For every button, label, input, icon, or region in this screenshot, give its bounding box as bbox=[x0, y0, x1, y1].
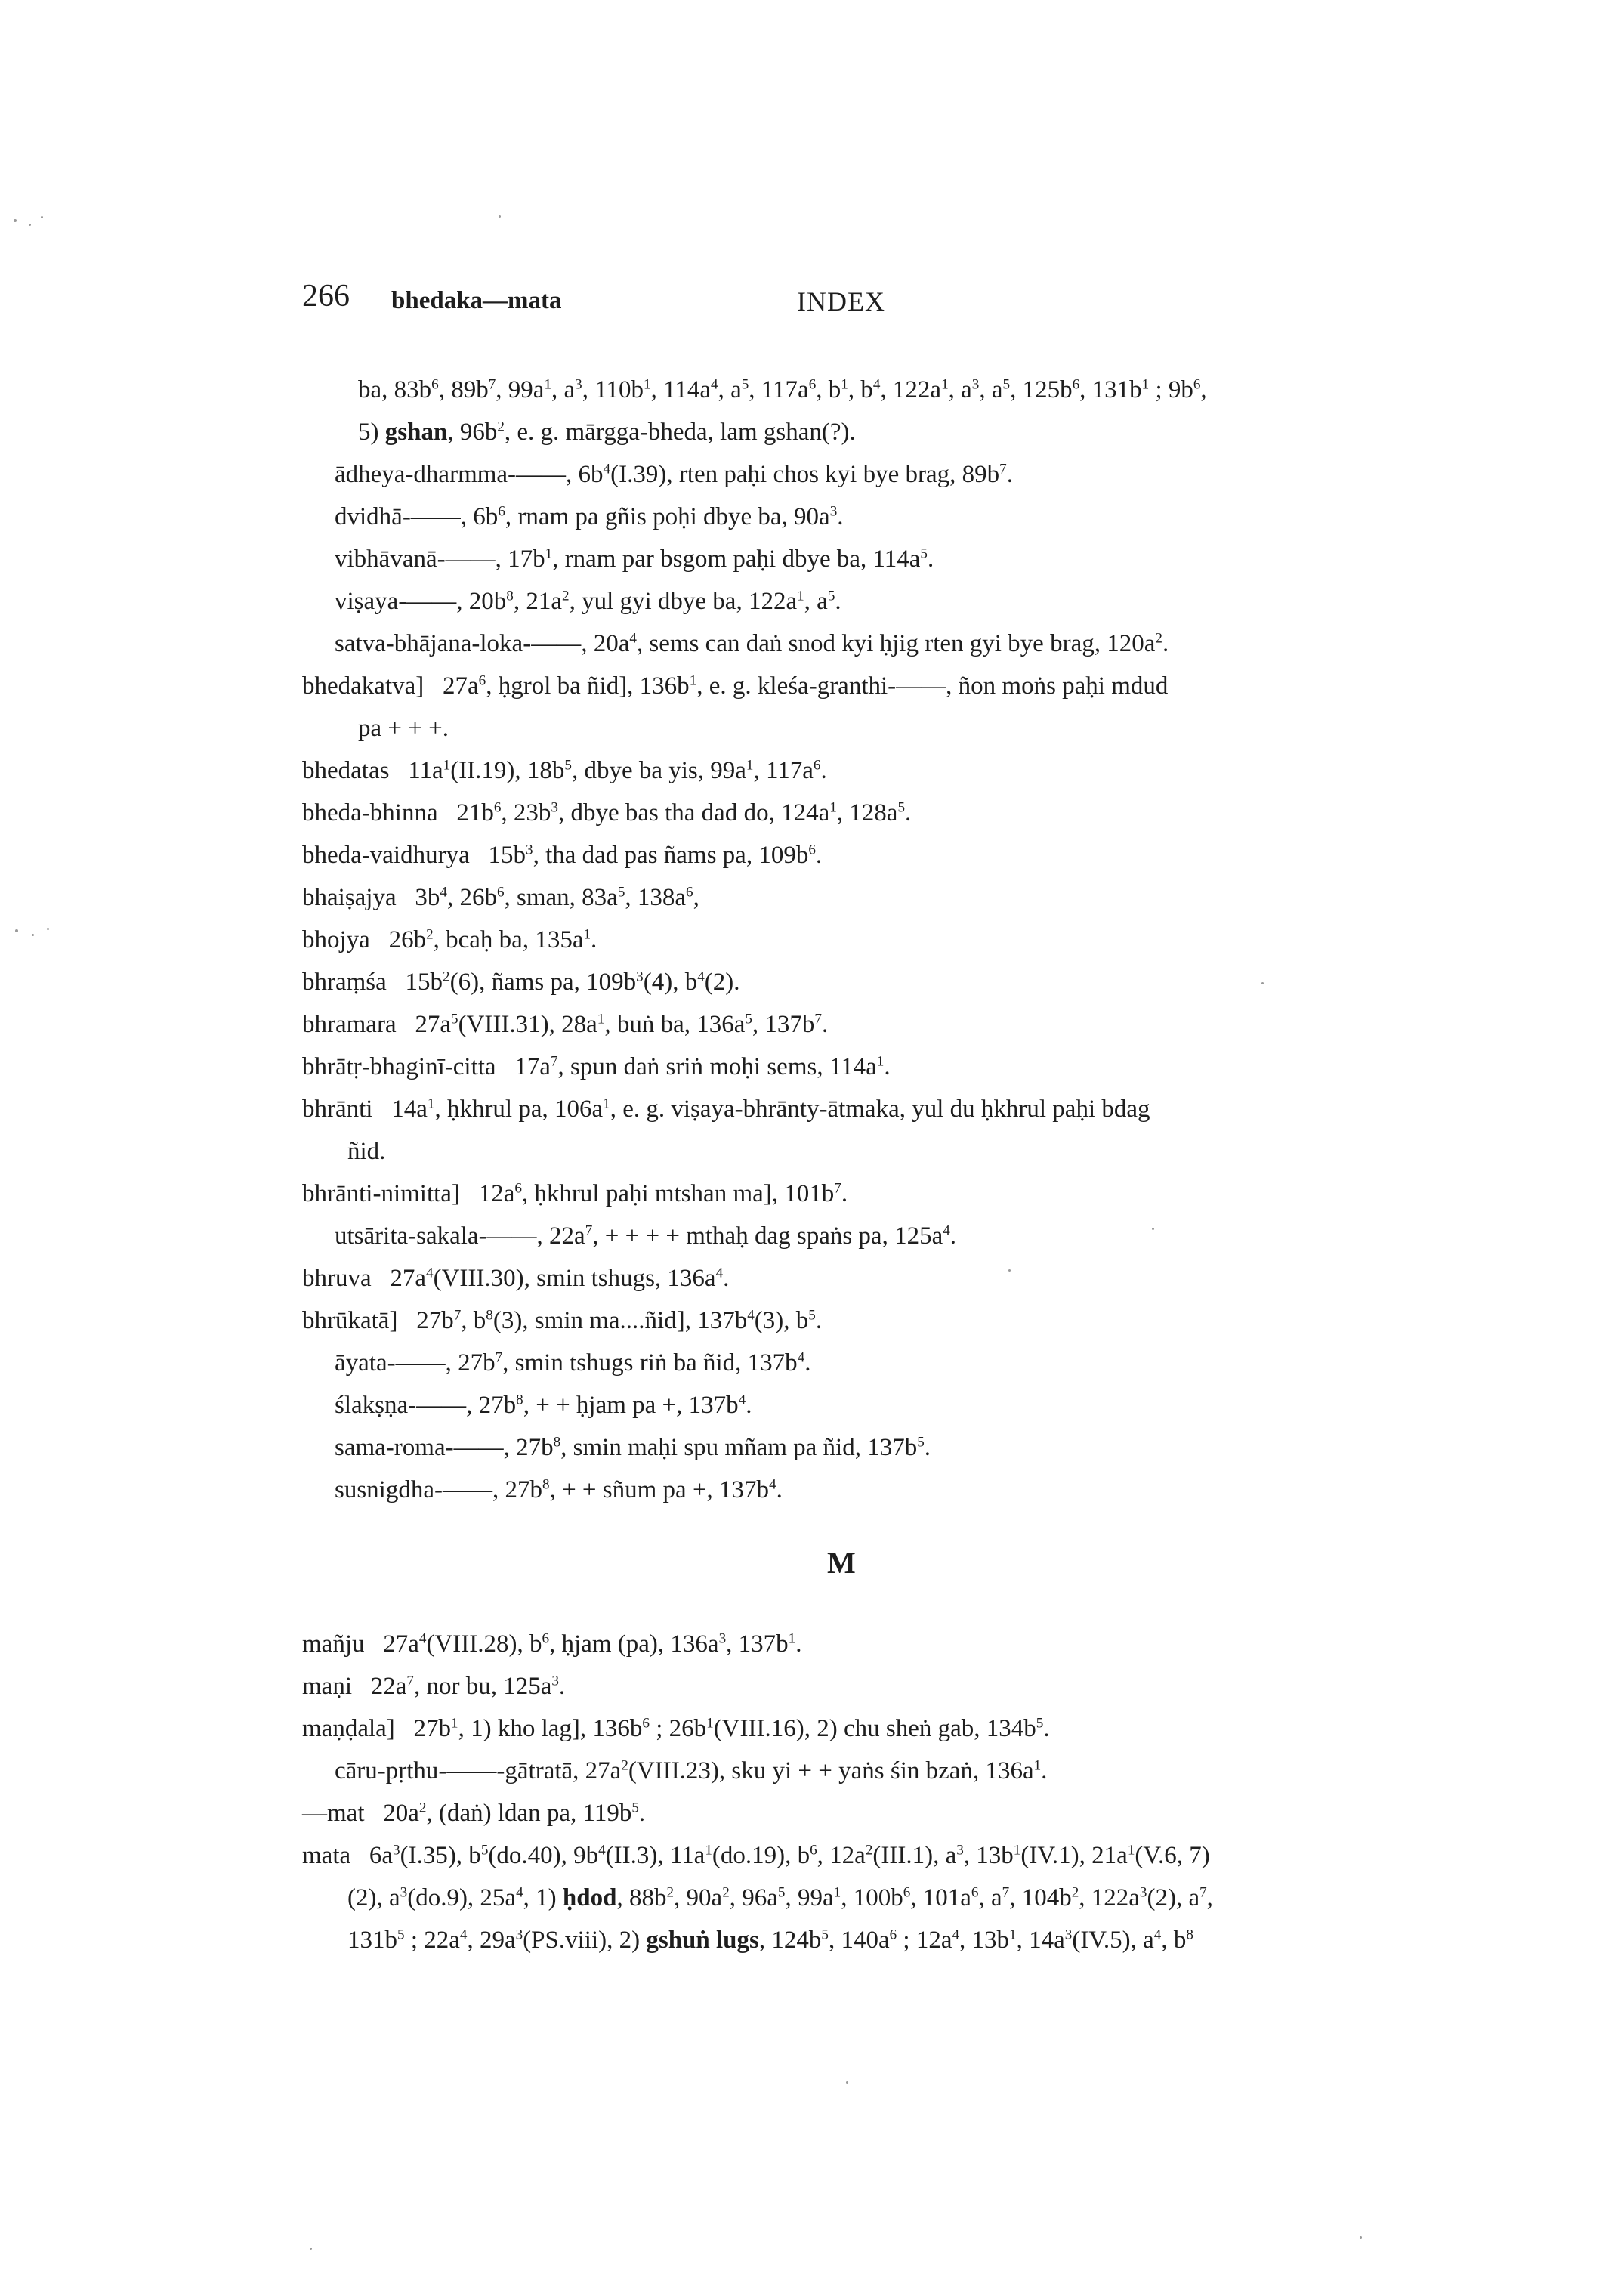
scan-speck bbox=[47, 928, 49, 930]
scan-speck bbox=[14, 219, 17, 222]
scan-speck bbox=[1360, 2236, 1362, 2239]
entry-line: utsārita-sakala-——, $22a^7$, + + + + mthaḥ dag spaṅs pa, $125a^4$. bbox=[335, 1222, 957, 1250]
page-number: 266 bbox=[302, 279, 350, 314]
entry-line: bhrānti-nimitta] $12a^6$, ḥkhrul paḥi mtshan ma], $101b^7$. bbox=[302, 1180, 848, 1207]
entry-line: bheda-vaidhurya $15b^3$, tha dad pas ñams pa, $109b^6$. bbox=[302, 842, 823, 869]
entry-line: mañju $27a^4(VIII.28)$, $b^6$, ḥjam (pa), $136a^3$, $137b^1$. bbox=[302, 1630, 802, 1658]
entry-line: susnigdha-——, $27b^8$, + + sñum pa +, $137b^4$. bbox=[335, 1476, 783, 1503]
entry-line: ślakṣṇa-——, $27b^8$, + + ḥjam pa +, $137b^4$. bbox=[335, 1392, 752, 1419]
running-head: bhedaka—mata bbox=[391, 287, 562, 314]
entry-line: bhaiṣajya $3b^4$, $26b^6$, sman, $83a^5$, $138a^6$, bbox=[302, 884, 699, 911]
entry-line: ba, $83b^6$, $89b^7$, $99a^1$, $a^3$, $110b^1$, $114a^4$, $a^5$, $117a^6$, $b^1$, $b^4$, $122a^1$, $a^3$, $a^5$, $125b^6$, $131b^1$ ; $9b^6$, bbox=[358, 376, 1207, 403]
entry-line: bhruva $27a^4(VIII.30)$, smin tshugs, $136a^4$. bbox=[302, 1265, 730, 1292]
entry-line: bhrātṛ-bhaginī-citta $17a^7$, spun daṅ sriṅ moḥi sems, $114a^1$. bbox=[302, 1053, 891, 1080]
entry-line: ādheya-dharmma-——, $6b^4(I.39)$, rten paḥi chos kyi bye brag, $89b^7$. bbox=[335, 461, 1013, 488]
entry-line: vibhāvanā-——, $17b^1$, rnam par bsgom paḥi dbye ba, $114a^5$. bbox=[335, 545, 934, 573]
entry-line: bhrānti $14a^1$, ḥkhrul pa, $106a^1$, e. g. viṣaya-bhrānty-ātmaka, yul du ḥkhrul paḥi bdag bbox=[302, 1095, 1150, 1123]
scan-speck bbox=[1261, 982, 1264, 984]
scan-speck bbox=[1152, 1228, 1154, 1230]
scan-speck bbox=[499, 215, 501, 218]
entry-line: dvidhā-——, $6b^6$, rnam pa gñis poḥi dbye ba, $90a^3$. bbox=[335, 503, 844, 530]
scan-speck bbox=[32, 934, 34, 936]
scan-speck bbox=[15, 929, 18, 932]
section-heading: M bbox=[827, 1546, 856, 1580]
entry-line: cāru-pṛthu-——-gātratā, $27a^2(VIII.23)$, sku yi + + yaṅs śin bzaṅ, $136a^1$. bbox=[335, 1757, 1048, 1785]
scan-speck bbox=[846, 2081, 848, 2084]
entry-line: satva-bhājana-loka-——, $20a^4$, sems can daṅ snod kyi ḥjig rten gyi bye brag, $120a^2$. bbox=[335, 630, 1169, 657]
entry-line: sama-roma-——, $27b^8$, smin maḥi spu mñam pa ñid, $137b^5$. bbox=[335, 1434, 931, 1461]
scan-speck bbox=[310, 2248, 312, 2250]
entry-line: āyata-——, $27b^7$, smin tshugs riṅ ba ñid, $137b^4$. bbox=[335, 1349, 811, 1377]
entry-line: bhraṃśa $15b^2(6)$, ñams pa, $109b^3(4)$, $b^4(2)$. bbox=[302, 969, 740, 996]
scan-speck bbox=[41, 216, 43, 218]
entry-line: bhrūkatā] $27b^7$, $b^8(3)$, smin ma....ñid], $137b^4(3)$, $b^5$. bbox=[302, 1307, 823, 1334]
entry-line: 5) gshan, $96b^2$, e. g. mārgga-bheda, lam gshan(?). bbox=[358, 419, 856, 446]
entry-line: maṇi $22a^7$, nor bu, $125a^3$. bbox=[302, 1673, 566, 1700]
entry-line: (2), $a^3(do.9)$, $25a^4$, 1) ḥdod, $88b^2$, $90a^2$, $96a^5$, $99a^1$, $100b^6$, $101a^6$, $a^7$, $104b^2$, $122a^3(2)$, $a^7$, bbox=[347, 1884, 1213, 1911]
entry-line: viṣaya-——, $20b^8$, $21a^2$, yul gyi dbye ba, $122a^1$, $a^5$. bbox=[335, 588, 841, 615]
entry-line: mata $6a^3(I.35)$, $b^5(do.40)$, $9b^4(II.3)$, $11a^1(do.19)$, $b^6$, $12a^2(III.1)$, $a^3$, $13b^1(IV.1)$, $21a^1(V.6$, 7) bbox=[302, 1842, 1210, 1869]
entry-line: bhramara $27a^5(VIII.31)$, $28a^1$, buṅ ba, $136a^5$, $137b^7$. bbox=[302, 1011, 829, 1038]
scan-speck bbox=[29, 224, 31, 226]
entry-line: $131b^5$ ; $22a^4$, $29a^3(PS.viii)$, 2) gshuṅ lugs, $124b^5$, $140a^6$ ; $12a^4$, $13b^1$, $14a^3(IV.5)$, $a^4$, $b^8$ bbox=[347, 1927, 1193, 1954]
index-title: INDEX bbox=[797, 286, 885, 317]
entry-line: —mat $20a^2$, (daṅ) ldan pa, $119b^5$. bbox=[302, 1800, 646, 1827]
entry-line: maṇḍala] $27b^1$, 1) kho lag], $136b^6$ ; $26b^1(VIII.16)$, 2) chu sheṅ gab, $134b^5$. bbox=[302, 1715, 1050, 1742]
entry-line: bhedatas $11a^1(II.19)$, $18b^5$, dbye ba yis, $99a^1$, $117a^6$. bbox=[302, 757, 827, 784]
entry-line: ñid. bbox=[347, 1138, 386, 1165]
page-header bbox=[302, 278, 1435, 331]
entry-line: pa + + +. bbox=[358, 715, 449, 742]
entry-line: bhojya $26b^2$, bcaḥ ba, $135a^1$. bbox=[302, 926, 597, 953]
scan-speck bbox=[1008, 1269, 1011, 1272]
entry-line: bhedakatva] $27a^6$, ḥgrol ba ñid], $136b^1$, e. g. kleśa-granthi-——, ñon moṅs paḥi mdud bbox=[302, 672, 1169, 700]
entry-line: bheda-bhinna $21b^6$, $23b^3$, dbye bas tha dad do, $124a^1$, $128a^5$. bbox=[302, 799, 912, 827]
